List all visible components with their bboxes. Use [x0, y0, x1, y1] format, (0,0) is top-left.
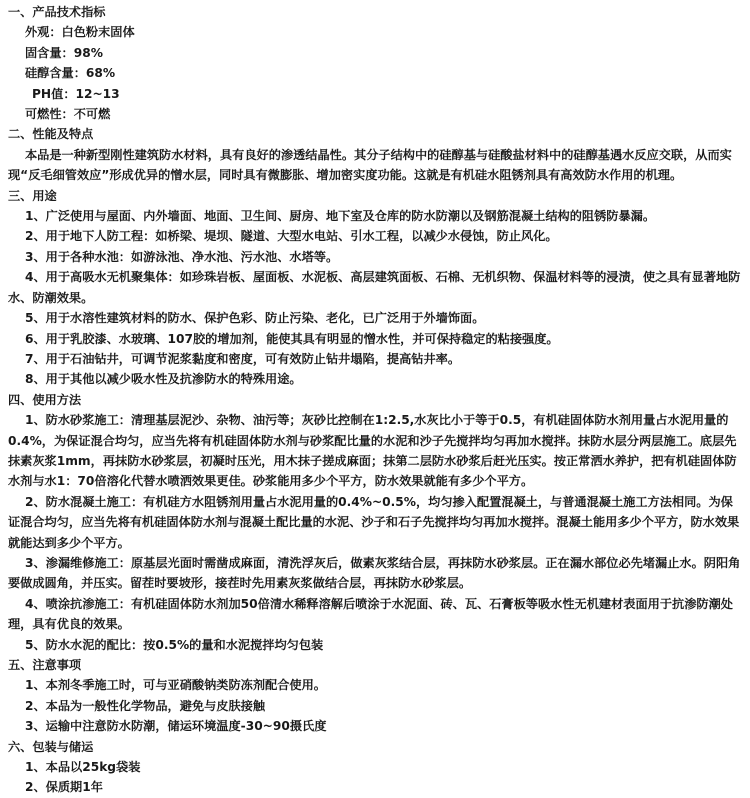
use-item: 1、广泛使用与屋面、内外墙面、地面、卫生间、厨房、地下室及仓库的防水防潮以及钢筋混凝土结构的阻锈防暴漏。 [25, 209, 656, 224]
section-title-usage: 四、使用方法 [8, 392, 82, 407]
spec-ph: PH值：12~13 [32, 86, 120, 101]
use-item: 4、用于高吸水无机聚集体：如珍珠岩板、屋面板、水泥板、高层建筑面板、石棉、无机织物、保温材料等的浸渍，使之具有显著地防水、防潮效果。 [8, 270, 741, 305]
use-item: 7、用于石油钻井，可调节泥浆黏度和密度，可有效防止钻井塌陷，提高钻井率。 [25, 351, 461, 366]
usage-item: 1、防水砂浆施工：清理基层泥沙、杂物、油污等；灰砂比控制在1:2.5,水灰比小于等于0.5，有机硅固体防水剂用量占水泥用量的0.4%，为保证混合均匀，应当先将有机硅固体防水剂与砂浆配比量的水泥和沙子先搅拌均匀再加水搅拌。抹防水层分两层施工。底层先抹素灰浆1mm，再抹防水砂浆层，初凝时压光，用木抹子搓成麻面；抹第二层防水砂浆后赶光压实。按正常洒水养护，把有机硅固体防水剂与水1：70倍溶化代替水喷洒效果更佳。砂浆能用多少个平方，防水效果就能有多少个平方。 [8, 413, 737, 489]
section-title-features: 二、性能及特点 [8, 127, 94, 142]
spec-flammability: 可燃性：不可燃 [25, 107, 111, 122]
note-item: 1、本剂冬季施工时，可与亚硝酸钠类防冻剂配合使用。 [25, 678, 326, 693]
section-title-specs: 一、产品技术指标 [8, 5, 106, 19]
use-item: 5、用于水溶性建筑材料的防水、保护色彩、防止污染、老化，已广泛用于外墙饰面。 [25, 311, 485, 326]
usage-item: 5、防水水泥的配比：按0.5%的量和水泥搅拌均匀包装 [25, 637, 324, 652]
spec-silanol-content: 硅醇含量：68% [25, 66, 116, 81]
spec-solid-content: 固含量：98% [25, 45, 103, 60]
usage-item: 4、喷涂抗渗施工：有机硅固体防水剂加50倍清水稀释溶解后喷涂于水泥面、砖、瓦、石膏板等吸水性无机建材表面用于抗渗防潮处理，具有优良的效果。 [8, 596, 733, 632]
note-item: 3、运输中注意防水防潮，储运环境温度-30~90摄氏度 [25, 719, 327, 734]
packaging-item: 2、保质期1年 [25, 780, 103, 795]
section-title-packaging: 六、包装与储运 [8, 739, 94, 754]
section-title-uses: 三、用途 [8, 188, 57, 203]
usage-item: 2、防水混凝土施工：有机硅方水阻锈剂用量占水泥用量的0.4%~0.5%，均匀掺入配置混凝土，与普通混凝土施工方法相同。为保证混合均匀，应当先将有机硅固体防水剂与混凝土配比量的水泥、沙子和石子先搅拌均匀再加水搅拌。混凝土能用多少个平方，防水效果就能达到多少个平方。 [8, 494, 740, 550]
note-item: 2、本品为一般性化学物品，避免与皮肤接触 [25, 698, 266, 713]
usage-item: 3、渗漏维修施工：原基层光面时需凿成麻面，清洗浮灰后，做素灰浆结合层，再抹防水砂浆层。正在漏水部位必先堵漏止水。阴阳角要做成圆角，并压实。留茬时要坡形，接茬时先用素灰浆做结合层，再抹防水砂浆层。 [8, 555, 741, 591]
spec-appearance: 外观：白色粉末固体 [25, 25, 135, 40]
section-title-notes: 五、注意事项 [8, 658, 82, 672]
packaging-item: 1、本品以25kg袋装 [25, 760, 141, 775]
use-item: 2、用于地下人防工程：如桥梁、堤坝、隧道、大型水电站、引水工程，以减少水侵蚀，防止风化。 [25, 229, 558, 244]
use-item: 8、用于其他以减少吸水性及抗渗防水的特殊用途。 [25, 372, 302, 387]
use-item: 3、用于各种水池：如游泳池、净水池、污水池、水塔等。 [25, 249, 339, 264]
features-body: 本品是一种新型刚性建筑防水材料，具有良好的渗透结晶性。其分子结构中的硅醇基与硅酸盐材料中的硅醇基遇水反应交联，从而实现“反毛细管效应”形成优异的憎水层，同时具有微膨胀、增加密实度功能。这就是有机硅水阻锈剂具有高效防水作用的机理。 [8, 147, 732, 183]
use-item: 6、用于乳胶漆、水玻璃、107胶的增加剂，能使其具有明显的憎水性，并可保持稳定的粘接强度。 [25, 331, 559, 346]
